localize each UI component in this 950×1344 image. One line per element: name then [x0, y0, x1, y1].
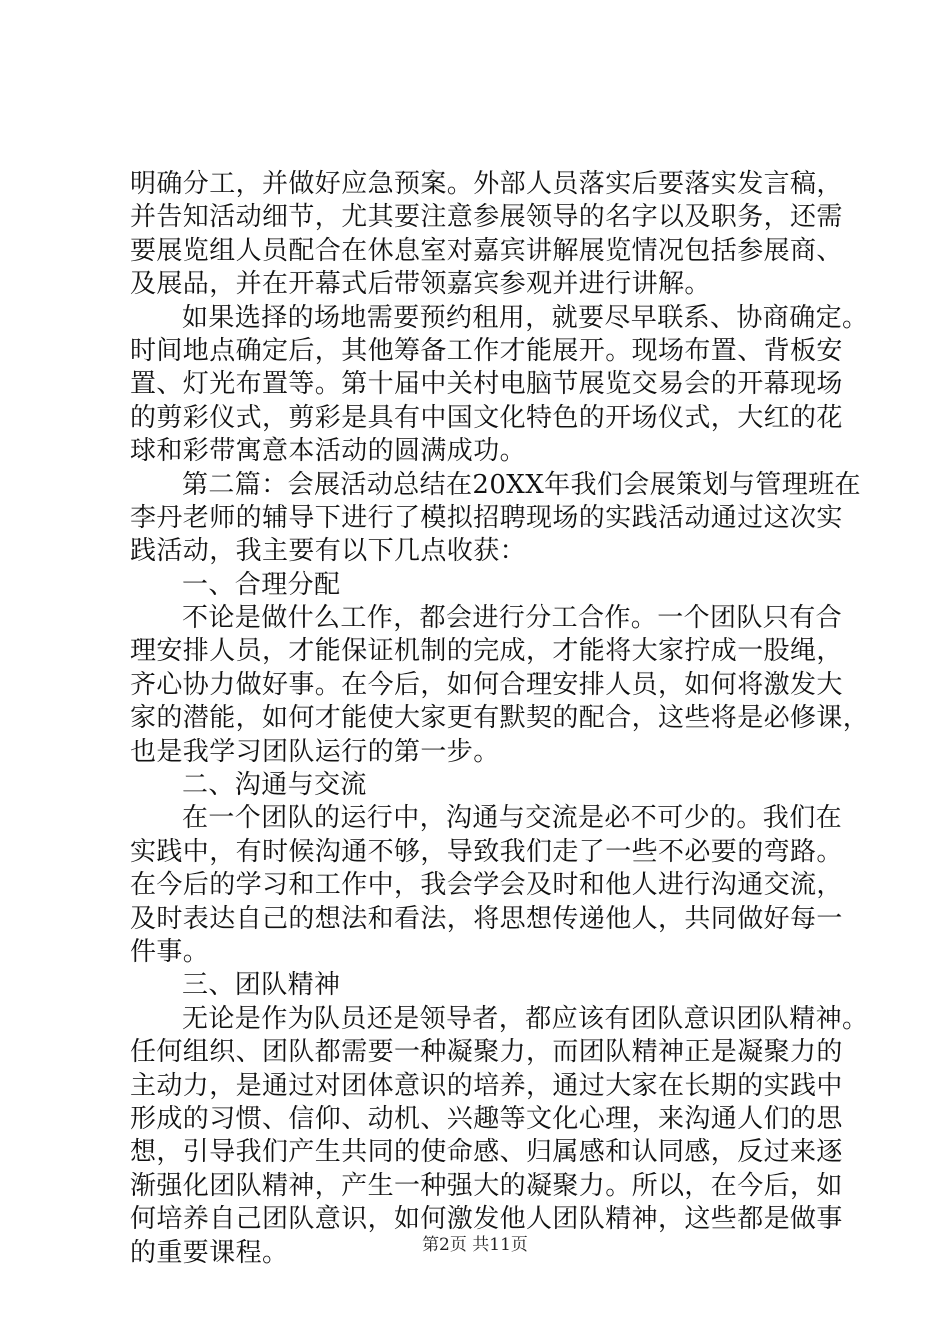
text-line: 并告知活动细节，尤其要注意参展领导的名字以及职务，还需	[130, 202, 843, 233]
text-line: 主动力，是通过对团体意识的培养，通过大家在长期的实践中	[130, 1070, 843, 1101]
text-line: 渐强化团队精神，产生一种强大的凝聚力。所以，在今后，如	[130, 1170, 843, 1201]
text-line: 李丹老师的辅导下进行了模拟招聘现场的实践活动通过这次实	[130, 502, 843, 533]
text-line: 任何组织、团队都需要一种凝聚力，而团队精神正是凝聚力的	[130, 1037, 843, 1068]
text-line: 球和彩带寓意本活动的圆满成功。	[130, 436, 527, 467]
text-line: 想，引导我们产生共同的使命感、归属感和认同感，反过来逐	[130, 1137, 843, 1168]
text-line: 践活动，我主要有以下几点收获：	[130, 536, 527, 567]
text-line: 要展览组人员配合在休息室对嘉宾讲解展览情况包括参展商、	[130, 235, 843, 266]
text-line: 齐心协力做好事。在今后，如何合理安排人员，如何将激发大	[130, 669, 843, 700]
text-line: 实践中，有时候沟通不够，导致我们走了一些不必要的弯路。	[130, 836, 843, 867]
text-line: 的重要课程。	[130, 1237, 289, 1268]
text-line: 一、合理分配	[182, 569, 341, 600]
text-line: 置、灯光布置等。第十届中关村电脑节展览交易会的开幕现场	[130, 369, 843, 400]
text-line: 及时表达自己的想法和看法，将思想传递他人，共同做好每一	[130, 903, 843, 934]
text-line: 如果选择的场地需要预约租用，就要尽早联系、协商确定。	[182, 302, 869, 333]
text-line: 在一个团队的运行中，沟通与交流是必不可少的。我们在	[182, 803, 843, 834]
text-line: 件事。	[130, 936, 210, 967]
text-line: 明确分工，并做好应急预案。外部人员落实后要落实发言稿，	[130, 169, 843, 199]
text-line: 及展品，并在开幕式后带领嘉宾参观并进行讲解。	[130, 269, 711, 300]
text-line: 何培养自己团队意识，如何激发他人团队精神，这些都是做事	[130, 1204, 843, 1235]
text-line: 理安排人员，才能保证机制的完成，才能将大家拧成一股绳，	[130, 636, 843, 667]
text-line: 的剪彩仪式，剪彩是具有中国文化特色的开场仪式，大红的花	[130, 402, 843, 433]
text-line: 三、团队精神	[182, 970, 341, 1001]
text-line: 形成的习惯、信仰、动机、兴趣等文化心理，来沟通人们的思	[130, 1103, 843, 1134]
text-line: 第二篇：会展活动总结在20XX年我们会展策划与管理班在	[182, 469, 861, 500]
text-line: 也是我学习团队运行的第一步。	[130, 736, 500, 767]
text-line: 时间地点确定后，其他筹备工作才能展开。现场布置、背板安	[130, 335, 843, 366]
text-line: 在今后的学习和工作中，我会学会及时和他人进行沟通交流，	[130, 870, 843, 901]
document-body	[130, 168, 870, 1270]
text-line: 不论是做什么工作，都会进行分工合作。一个团队只有合	[182, 603, 843, 634]
page-footer: 第2页 共11页	[422, 1235, 528, 1255]
text-line: 家的潜能，如何才能使大家更有默契的配合，这些将是必修课，	[130, 703, 870, 734]
text-line: 二、沟通与交流	[182, 770, 367, 801]
text-line: 无论是作为队员还是领导者，都应该有团队意识团队精神。	[182, 1003, 869, 1034]
